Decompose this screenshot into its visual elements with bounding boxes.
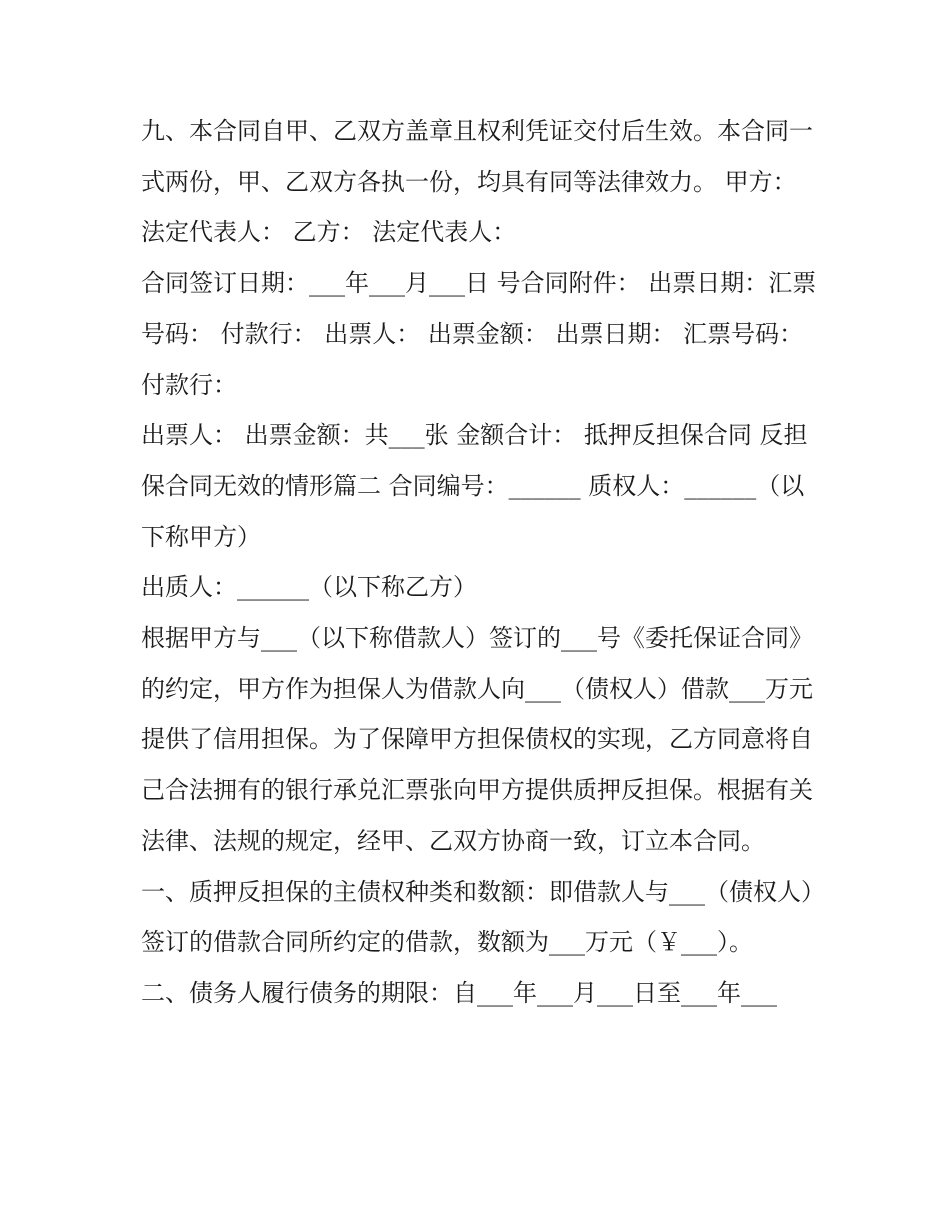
document-body <box>141 106 821 1019</box>
paragraph-signing-date-and-bill-attachment: 合同签订日期：___年___月___日 号合同附件： 出票日期：汇票号码： 付款行： 出票人： 出票金额： 出票日期： 汇票号码： 付款行： <box>141 269 817 399</box>
paragraph-contract-header: 出票人： 出票金额：共___张 金额合计： 抵押反担保合同 反担保合同无效的情形篇二 合同编号：______ 质权人：______（以下称甲方） <box>141 421 808 551</box>
paragraph-clause-one: 一、质押反担保的主债权种类和数额：即借款人与___（债权人）签订的借款合同所约定的借款，数额为___万元（￥___）。 <box>141 877 813 957</box>
paragraph-preamble: 根据甲方与___（以下称借款人）签订的___号《委托保证合同》的约定，甲方作为担保人为借款人向___（债权人）借款___万元提供了信用担保。为了保障甲方担保债权的实现，乙方同意将自己合法拥有的银行承兑汇票张向甲方提供质押反担保。根据有关法律、法规的规定，经甲、乙双方协商一致，订立本合同。 <box>141 624 813 855</box>
paragraph-clause-two: 二、债务人履行债务的期限：自___年___月___日至___年___ <box>141 978 777 1007</box>
paragraph-pledgor: 出质人：______（以下称乙方） <box>141 573 477 602</box>
paragraph-effectiveness-clause: 九、本合同自甲、乙双方盖章且权利凭证交付后生效。本合同一式两份，甲、乙双方各执一份，均具有同等法律效力。 甲方： 法定代表人： 乙方： 法定代表人： <box>141 117 813 247</box>
